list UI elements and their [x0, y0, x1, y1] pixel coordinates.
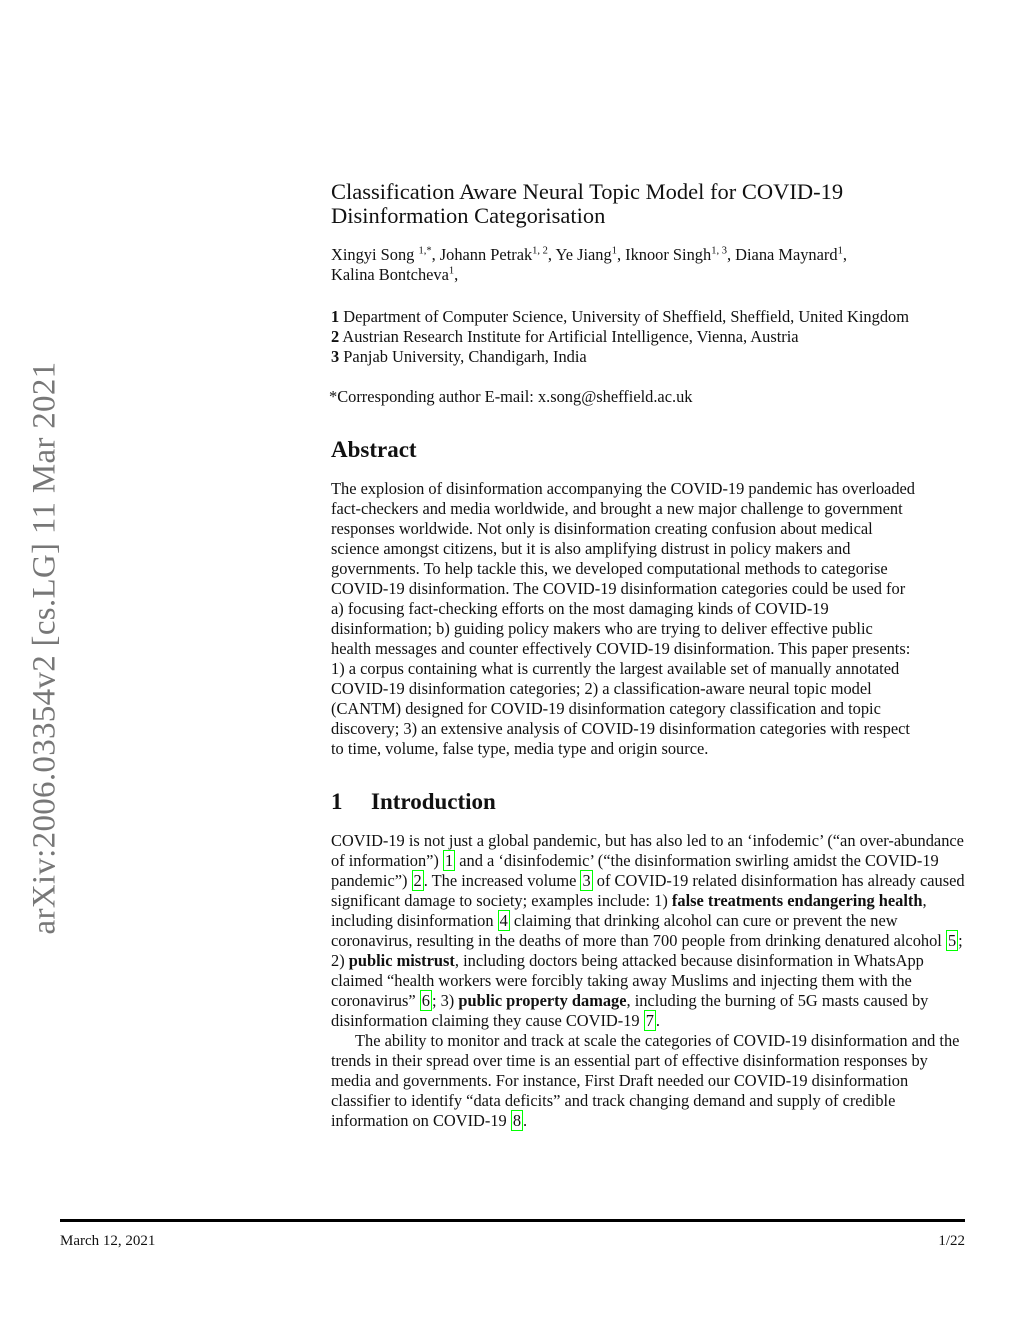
affiliations	[331, 307, 965, 367]
abstract-line: to time, volume, false type, media type and origin source.	[331, 739, 709, 758]
abstract-line: fact-checkers and media worldwide, and brought a new major challenge to government	[331, 499, 903, 518]
title-line-2: Disinformation Categorisation	[331, 203, 606, 228]
citation-link[interactable]: 1	[444, 851, 454, 870]
affiliation: 3 Panjab University, Chandigarh, India	[331, 347, 587, 366]
abstract-line: COVID-19 disinformation categories; 2) a classification-aware neural topic model	[331, 679, 872, 698]
section-title: Introduction	[371, 789, 496, 814]
affiliation: 1 Department of Computer Science, University of Sheffield, Sheffield, United Kingdom	[331, 307, 909, 326]
author: Kalina Bontcheva$^1$,	[331, 265, 459, 284]
title-line-1: Classification Aware Neural Topic Model for COVID-19	[331, 179, 844, 204]
bold-term: public property damage	[458, 991, 627, 1010]
author: Diana Maynard$^1$,	[735, 245, 847, 264]
citation-link[interactable]: 8	[512, 1111, 522, 1130]
author: Ye Jiang$^1$,	[555, 245, 626, 264]
section-number: 1	[331, 789, 343, 814]
paragraph: COVID-19 is not just a global pandemic, but has also led to an ‘infodemic’ (“an over-abundance of information”) 1 and a ‘disinfodemic’ (“the disinformation swirling amidst the COVID-19 pandemic”) 2 . The increased volume 3 of COVID-19 related disinformation has already caused significant damage to society; examples include: 1) false treatments endangering health, including disinformation 4 claiming that drinking alcohol can cure or prevent the new coronavirus, resulting in the deaths of more than 700 people from drinking denatured alcohol 5 ; 2) public mistrust, including doctors being attacked because disinformation in WhatsApp claimed “health workers were forcibly taking away Muslims and injecting them with the coronavirus” 6 ; 3) public property damage, including the burning of 5G masts caused by disinformation claiming they cause COVID-19 7 .	[331, 831, 965, 1030]
abstract-line: disinformation; b) guiding policy makers who are trying to deliver effective public	[331, 619, 873, 638]
citation-link[interactable]: 2	[413, 871, 422, 890]
corresponding-author: *Corresponding author E-mail: x.song@sheffield.ac.uk	[329, 387, 693, 406]
abstract-line: COVID-19 disinformation. The COVID-19 disinformation categories could be used for	[331, 579, 906, 598]
abstract-line: governments. To help tackle this, we developed computational methods to categorise	[331, 559, 888, 578]
citation-link[interactable]: 4	[499, 911, 508, 930]
author-list	[331, 245, 965, 285]
citation-link[interactable]: 5	[947, 931, 957, 950]
citation-link[interactable]: 7	[645, 1011, 654, 1030]
abstract-heading: Abstract	[331, 437, 417, 462]
footer-rule	[60, 1219, 965, 1222]
abstract-line: responses worldwide. Not only is disinformation creating confusion about medical	[331, 519, 873, 538]
abstract-line: The explosion of disinformation accompanying the COVID-19 pandemic has overloaded	[331, 479, 915, 498]
author: Iknoor Singh$^{1, 3}$,	[625, 245, 736, 264]
bold-term: false treatments endangering health	[671, 891, 923, 910]
abstract-line: science amongst citizens, but it is also amplifying distrust in policy makers and	[331, 539, 851, 558]
abstract-line: 1) a corpus containing what is currently the largest available set of manually annotated	[331, 659, 900, 678]
author: Johann Petrak$^{1, 2}$,	[439, 245, 556, 264]
abstract-line: a) focusing fact-checking efforts on the most damaging kinds of COVID-19	[331, 599, 829, 618]
footer-date: March 12, 2021	[60, 1233, 156, 1249]
paragraph: The ability to monitor and track at scale the categories of COVID-19 disinformation and the trends in their spread over time is an essential part of effective disinformation responses by media and governments. For instance, First Draft needed our COVID-19 disinformation classifier to identify “data deficits” and track changing demand and supply of credible information on COVID-19 8 .	[331, 1031, 960, 1130]
citation-link[interactable]: 3	[582, 871, 591, 890]
citation-link[interactable]: 6	[421, 991, 430, 1010]
bold-term: public mistrust	[348, 951, 455, 970]
introduction-body	[331, 831, 965, 1131]
abstract-line: (CANTM) designed for COVID-19 disinformation category classification and topic	[331, 699, 881, 718]
paper-title	[331, 180, 965, 228]
abstract-line: health messages and counter effectively COVID-19 disinformation. This paper presents:	[331, 639, 911, 658]
abstract-line: discovery; 3) an extensive analysis of COVID-19 disinformation categories with respect	[331, 719, 910, 738]
abstract-body	[331, 479, 965, 759]
arxiv-sidebar-stamp	[22, 355, 68, 940]
page-number: 1/22	[938, 1233, 965, 1249]
introduction-heading	[331, 789, 496, 815]
affiliation: 2 Austrian Research Institute for Artificial Intelligence, Vienna, Austria	[331, 327, 799, 346]
author: Xingyi Song $^{1,*}$,	[331, 245, 440, 264]
arxiv-id: arXiv:2006.03354v2 [cs.LG] 11 Mar 2021	[26, 361, 63, 934]
